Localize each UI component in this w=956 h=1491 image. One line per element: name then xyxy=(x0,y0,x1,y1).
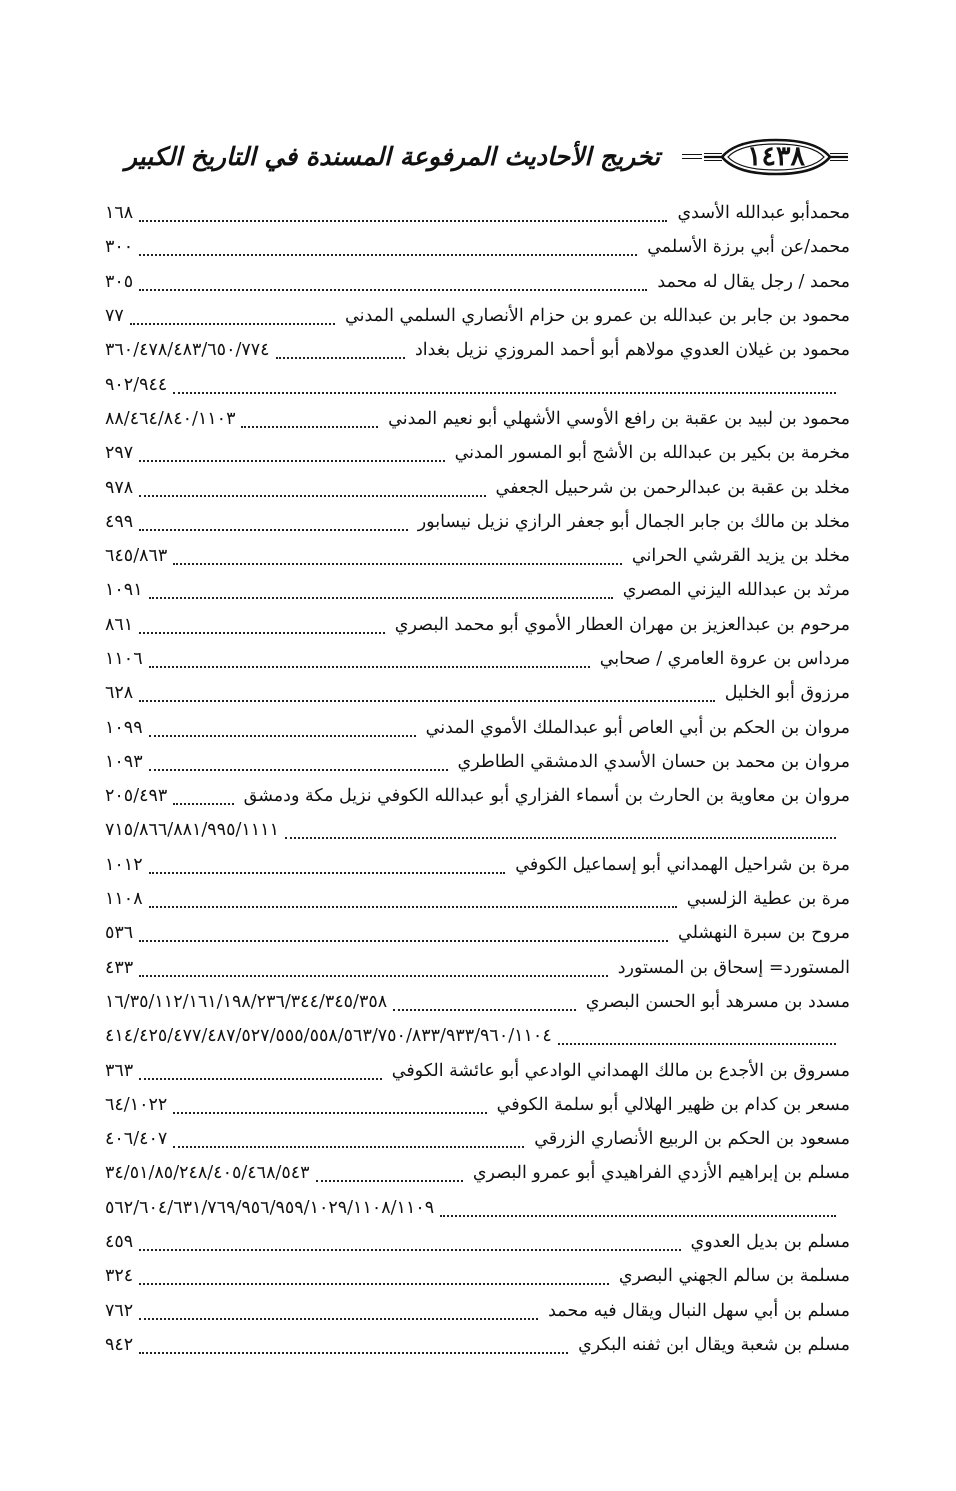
entry-name: مرة بن شراحيل الهمداني أبو إسماعيل الكوفي xyxy=(515,854,850,875)
entry-name: مرة بن عطية الزلسبي xyxy=(686,889,850,910)
leader-dots xyxy=(173,1104,486,1114)
index-entry xyxy=(105,642,850,676)
entry-pages: ٨٨/٤٦٤/٨٤٠/١١٠٣ xyxy=(105,408,236,429)
leader-dots xyxy=(173,384,836,394)
entry-name: مرزوق أبو الخليل xyxy=(724,683,850,704)
index-entry xyxy=(105,745,850,779)
leader-dots xyxy=(139,487,485,497)
entry-name: مخلد بن يزيد القرشي الحراني xyxy=(631,546,850,567)
index-entry xyxy=(105,985,850,1019)
index-entry xyxy=(105,1088,850,1122)
index-entry xyxy=(105,1294,850,1328)
entry-pages: ٩٤٢ xyxy=(105,1334,134,1355)
leader-dots xyxy=(139,624,385,634)
entry-pages: ٩٠٢/٩٤٤ xyxy=(105,374,168,395)
page-number: ١٤٣٨ xyxy=(746,141,805,172)
leader-dots xyxy=(139,1070,382,1080)
index-entry xyxy=(105,436,850,470)
entry-pages: ١١٠٨ xyxy=(105,889,143,910)
index-entry xyxy=(105,505,850,539)
leader-dots xyxy=(149,898,677,908)
entry-name: مسعود بن الحكم بن الربيع الأنصاري الزرقي xyxy=(534,1129,850,1150)
index-entry xyxy=(105,1053,850,1087)
entry-pages: ٧٧ xyxy=(105,306,124,327)
entry-pages: ٥٣٦ xyxy=(105,923,134,944)
entry-name: مرداس بن عروة العامري / صحابي xyxy=(599,649,850,669)
leader-dots xyxy=(139,452,444,462)
entry-name: المستورد= إسحاق بن المستورد xyxy=(617,957,850,978)
leader-dots xyxy=(440,1207,836,1217)
leader-dots xyxy=(173,1138,524,1148)
leader-dots xyxy=(139,521,408,531)
entry-pages: ٧١٥/٨٦٦/٨٨١/٩٩٥/١١١١ xyxy=(105,820,279,841)
entry-pages: ٦٤٥/٨٦٣ xyxy=(105,546,168,567)
entry-name: مسروق بن الأجدع بن مالك الهمداني الوادعي أبو عائشة الكوفي xyxy=(391,1060,850,1081)
entry-name: مرثد بن عبدالله اليزني المصري xyxy=(622,580,850,601)
index-entry xyxy=(105,333,850,367)
index-entry xyxy=(105,608,850,642)
leader-dots xyxy=(149,658,590,668)
entry-pages: ٩٧٨ xyxy=(105,477,134,498)
leader-dots xyxy=(149,761,448,771)
entry-pages: ٣٢٤ xyxy=(105,1266,134,1287)
index-entry-continuation xyxy=(105,1191,850,1225)
entry-name: مروح بن سبرة النهشلي xyxy=(678,923,850,944)
leader-dots xyxy=(149,727,416,737)
entry-name: محمد / رجل يقال له محمد xyxy=(657,271,850,292)
entry-pages: ١٠٩٩ xyxy=(105,717,143,738)
entry-pages: ٤٣٣ xyxy=(105,957,134,978)
entry-name: مسلم بن إبراهيم الأزدي الفراهيدي أبو عمرو البصري xyxy=(472,1163,850,1184)
index-entry xyxy=(105,470,850,504)
index-entry-continuation xyxy=(105,813,850,847)
entry-name: محمود بن جابر بن عبدالله بن عمرو بن حزام الأنصاري السلمي المدني xyxy=(345,306,850,327)
index-entry xyxy=(105,573,850,607)
entry-pages: ٢٩٧ xyxy=(105,443,134,464)
leader-dots xyxy=(558,1035,836,1045)
index-entry xyxy=(105,1225,850,1259)
leader-dots xyxy=(139,692,715,702)
leader-dots xyxy=(139,1344,568,1354)
entry-pages: ٥٦٢/٦٠٤/٦٣١/٧٦٩/٩٥٦/٩٥٩/١٠٢٩/١١٠٨/١١٠٩ xyxy=(105,1197,435,1218)
leader-dots xyxy=(139,1241,680,1251)
leader-dots xyxy=(139,967,608,977)
entry-name: مسدد بن مسرهد أبو الحسن البصري xyxy=(585,991,850,1012)
index-entry xyxy=(105,1328,850,1362)
entry-pages: ٦٤/١٠٢٢ xyxy=(105,1094,168,1115)
entry-name: محمود بن غيلان العدوي مولاهم أبو أحمد المروزي نزيل بغداد xyxy=(415,340,850,361)
entry-name: مسلمة بن سالم الجهني البصري xyxy=(618,1266,850,1287)
entry-name: مخلد بن مالك بن جابر الجمال أبو جعفر الرازي نزيل نيسابور xyxy=(417,511,850,532)
leader-dots xyxy=(241,418,378,428)
leader-dots xyxy=(285,829,836,839)
index-entry xyxy=(105,848,850,882)
index-entry xyxy=(105,265,850,299)
index-entry xyxy=(105,1122,850,1156)
running-header xyxy=(100,135,850,181)
index-entry xyxy=(105,1259,850,1293)
header-title: تخريج الأحاديث المرفوعة المسندة في التاريخ الكبير xyxy=(124,142,660,171)
entry-name: مخرمة بن بكير بن عبدالله بن الأشج أبو المسور المدني xyxy=(454,443,850,464)
entry-name: مروان بن الحكم بن أبي العاص أبو عبدالملك الأموي المدني xyxy=(425,717,850,738)
entry-pages: ١٠٩٣ xyxy=(105,751,143,772)
index-entry xyxy=(105,676,850,710)
index-entry-continuation xyxy=(105,1019,850,1053)
entry-pages: ١٠٩١ xyxy=(105,580,143,601)
leader-dots xyxy=(276,349,405,359)
entry-pages: ١٦٨ xyxy=(105,203,134,224)
leader-dots xyxy=(139,212,667,222)
index-entry-continuation xyxy=(105,367,850,401)
leader-dots xyxy=(173,555,622,565)
entry-pages: ٤٠٦/٤٠٧ xyxy=(105,1129,168,1150)
index-entry xyxy=(105,539,850,573)
index-entry xyxy=(105,779,850,813)
entry-pages: ٣٤/٥١/٨٥/٢٤٨/٤٠٥/٤٦٨/٥٤٣ xyxy=(105,1163,310,1184)
index-entry xyxy=(105,1156,850,1190)
leader-dots xyxy=(139,281,647,291)
leader-dots xyxy=(139,932,668,942)
entry-pages: ٤١٤/٤٢٥/٤٧٧/٤٨٧/٥٢٧/٥٥٥/٥٥٨/٥٦٣/٧٥٠/٨٣٣/٩٣٣/٩٦٠/١١٠٤ xyxy=(105,1026,552,1047)
entry-pages: ١١٠٦ xyxy=(105,649,143,669)
entry-name: مسلم بن شعبة ويقال ابن ثفنه البكري xyxy=(578,1334,850,1355)
leader-dots xyxy=(130,315,335,325)
index-entry xyxy=(105,299,850,333)
leader-dots xyxy=(393,1001,576,1011)
entry-pages: ٤٩٩ xyxy=(105,511,134,532)
index-entry xyxy=(105,196,850,230)
entry-pages: ٤٥٩ xyxy=(105,1232,134,1253)
header-rule-right xyxy=(682,154,702,159)
index-entry xyxy=(105,710,850,744)
entry-name: مروان بن معاوية بن الحارث بن أسماء الفزاري أبو عبدالله الكوفي نزيل مكة ودمشق xyxy=(243,786,850,807)
entry-name: مخلد بن عقبة بن عبدالرحمن بن شرحبيل الجعفي xyxy=(495,477,850,498)
index-list xyxy=(105,196,850,1362)
leader-dots xyxy=(149,864,506,874)
entry-name: محمود بن لبيد بن عقبة بن رافع الأوسي الأشهلي أبو نعيم المدني xyxy=(388,408,850,429)
entry-pages: ٧٦٢ xyxy=(105,1300,134,1321)
leader-dots xyxy=(139,1310,538,1320)
entry-name: مسلم بن أبي سهل النبال ويقال فيه محمد xyxy=(548,1300,850,1321)
entry-name: مسلم بن بديل العدوي xyxy=(690,1232,850,1253)
page-number-frame xyxy=(702,137,850,177)
entry-name: محمدأبو عبدالله الأسدي xyxy=(677,203,850,224)
entry-pages: ٣٠٠ xyxy=(105,237,134,258)
entry-pages: ١٦/٣٥/١١٢/١٦١/١٩٨/٢٣٦/٣٤٤/٣٤٥/٣٥٨ xyxy=(105,991,388,1012)
leader-dots xyxy=(173,795,233,805)
entry-name: محمد/عن أبي برزة الأسلمي xyxy=(647,237,850,258)
entry-pages: ٨٦١ xyxy=(105,614,134,635)
entry-pages: ٢٠٥/٤٩٣ xyxy=(105,786,168,807)
index-entry xyxy=(105,230,850,264)
index-entry xyxy=(105,882,850,916)
entry-pages: ١٠١٢ xyxy=(105,854,143,875)
index-entry xyxy=(105,402,850,436)
leader-dots xyxy=(139,246,637,256)
entry-pages: ٦٢٨ xyxy=(105,683,134,704)
leader-dots xyxy=(139,1275,609,1285)
leader-dots xyxy=(316,1172,463,1182)
entry-pages: ٣٦٠/٤٧٨/٤٨٣/٦٥٠/٧٧٤ xyxy=(105,340,270,361)
leader-dots xyxy=(149,589,613,599)
entry-pages: ٣٠٥ xyxy=(105,271,134,292)
index-entry xyxy=(105,916,850,950)
entry-name: مسعر بن كدام بن ظهير الهلالي أبو سلمة الكوفي xyxy=(496,1094,850,1115)
entry-pages: ٣٦٣ xyxy=(105,1060,134,1081)
index-entry xyxy=(105,951,850,985)
entry-name: مروان بن محمد بن حسان الأسدي الدمشقي الطاطري xyxy=(457,751,850,772)
entry-name: مرحوم بن عبدالعزيز بن مهران العطار الأموي أبو محمد البصري xyxy=(394,614,850,635)
